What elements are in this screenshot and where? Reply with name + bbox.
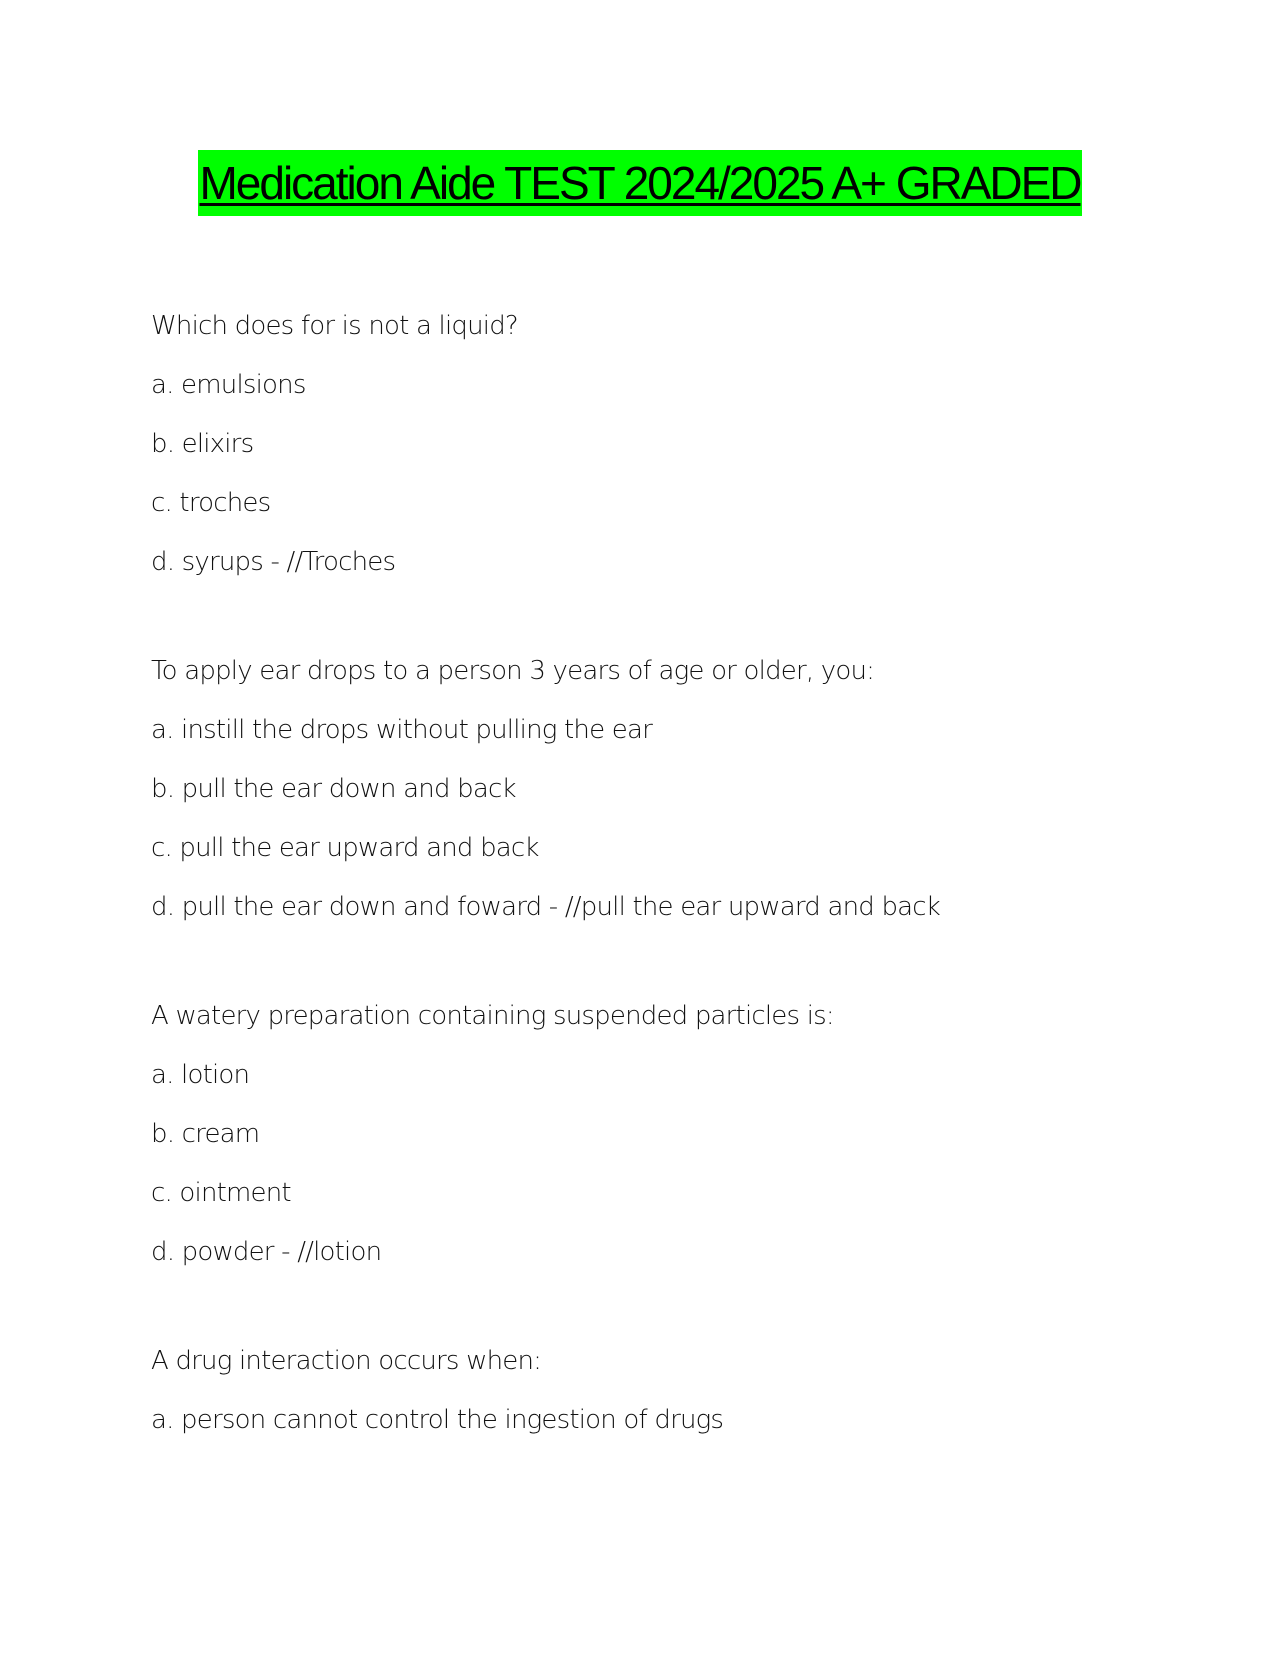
question-4 xyxy=(151,1332,1201,1450)
document-title: Medication Aide TEST 2024/2025 A+ GRADED xyxy=(198,150,1081,216)
document-body xyxy=(151,297,1201,1500)
answer-option: a. lotion xyxy=(151,1060,250,1090)
answer-option: b. cream xyxy=(151,1119,260,1149)
answer-option: d. pull the ear down and foward - //pull the ear upward and back xyxy=(151,892,941,922)
answer-option: b. pull the ear down and back xyxy=(151,774,516,804)
question-prompt: To apply ear drops to a person 3 years of age or older, you: xyxy=(151,656,875,686)
answer-option: c. ointment xyxy=(151,1178,291,1208)
answer-option: c. troches xyxy=(151,488,271,518)
question-2 xyxy=(151,642,1201,937)
answer-option: d. powder - //lotion xyxy=(151,1237,382,1267)
question-prompt: A drug interaction occurs when: xyxy=(151,1346,542,1376)
title-container xyxy=(0,150,1280,216)
answer-option: a. instill the drops without pulling the ear xyxy=(151,715,652,745)
answer-option: a. person cannot control the ingestion of drugs xyxy=(151,1405,724,1435)
answer-option: d. syrups - //Troches xyxy=(151,547,396,577)
question-prompt: A watery preparation containing suspended particles is: xyxy=(151,1001,834,1031)
answer-option: b. elixirs xyxy=(151,429,254,459)
question-1 xyxy=(151,297,1201,592)
question-prompt: Which does for is not a liquid? xyxy=(151,311,518,341)
answer-option: a. emulsions xyxy=(151,370,306,400)
answer-option: c. pull the ear upward and back xyxy=(151,833,539,863)
question-3 xyxy=(151,987,1201,1282)
